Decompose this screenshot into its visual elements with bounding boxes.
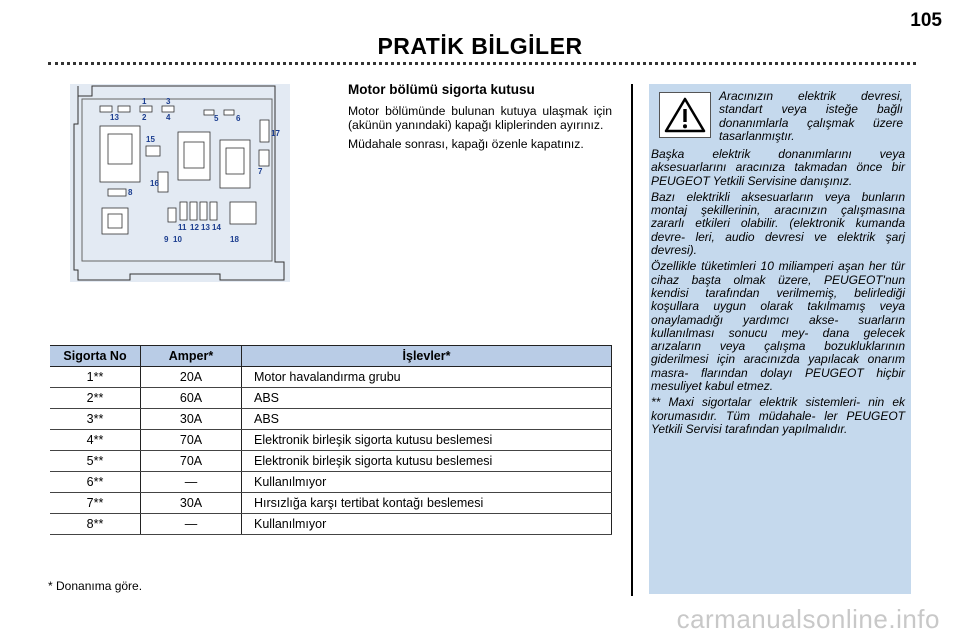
amper-cell: 60A [141,388,242,409]
warning-paragraph: Bazı elektrikli aksesuarların veya bunların montaj şekillerinin, aracınızın çalışmasına zararlı etkileri olabilir. (elektronik kumanda devre- leri, audio devresi ve elektrik şarj devresi). [651,189,905,258]
dotted-divider [48,62,916,65]
fuse-number-cell: 1** [50,367,141,388]
section-title: Motor bölümü sigorta kutusu [348,82,535,97]
fuse-label: 17 [271,129,280,138]
amper-cell: — [141,472,242,493]
column-header-functions: İşlevler* [242,346,612,367]
fuse-number-cell: 4** [50,430,141,451]
fuse-label: 15 [146,135,155,144]
fuse-number-cell: 5** [50,451,141,472]
amper-cell: 30A [141,493,242,514]
warning-panel [649,84,911,594]
fuse-table [50,345,612,535]
fuse-label: 5 [214,114,219,123]
fuse-number-cell: 2** [50,388,141,409]
fuse-label: 13 [201,223,210,232]
fuse-label: 14 [212,223,221,232]
fuse-number-cell: 3** [50,409,141,430]
section-paragraph: Motor bölümünde bulunan kutuya ulaşmak için (akünün yanındaki) kapağı kliplerinden ayırınız. [348,104,612,132]
warning-paragraph: ** Maxi sigortalar elektrik sistemleri- nin ek korumasıdır. Tüm müdahale- ler PEUGEOT Yetkili Servisi tarafından yapılmalıdır. [651,395,905,436]
function-cell: Elektronik birleşik sigorta kutusu beslemesi [242,451,612,472]
table-row [50,514,612,535]
table-row [50,451,612,472]
table-row [50,472,612,493]
fuse-label: 6 [236,114,241,123]
fuse-label: 16 [150,179,159,188]
fuse-label: 3 [166,97,171,106]
column-header-amper: Amper* [141,346,242,367]
amper-cell: 70A [141,430,242,451]
amper-cell: 20A [141,367,242,388]
function-cell: Elektronik birleşik sigorta kutusu beslemesi [242,430,612,451]
table-row [50,430,612,451]
amper-cell: — [141,514,242,535]
column-header-fuse-no: Sigorta No [50,346,141,367]
amper-cell: 70A [141,451,242,472]
fuse-box-drawing [70,84,290,282]
page-number: 105 [910,10,942,31]
fuse-box-diagram [70,84,290,282]
footnote: * Donanıma göre. [48,579,143,593]
warning-paragraph: Özellikle tüketimleri 10 miliamperi aşan her tür cihaz başta olmak üzere, PEUGEOT'nun kendisi tarafından verilmemiş, belirlediği koşullara uygun olarak takılmamış veya onaylamadığı yardımcı akse- suarların kullanılması sonucu mey- dana gelecek arızaların veya çalışma bozukluklarının giderilmesi için aracınızda yapılacak onarım masra- flarından dolayı PEUGEOT hiçbir mesuliyet kabul etmez. [651,259,905,394]
table-row [50,409,612,430]
section-body [348,104,612,156]
table-row [50,493,612,514]
fuse-number-cell: 6** [50,472,141,493]
fuse-label: 10 [173,235,182,244]
fuse-label: 4 [166,113,171,122]
fuse-label: 18 [230,235,239,244]
function-cell: Kullanılmıyor [242,514,612,535]
column-divider [631,84,633,596]
fuse-label: 8 [128,188,133,197]
section-paragraph: Müdahale sonrası, kapağı özenle kapatınız. [348,137,584,151]
warning-paragraph: Başka elektrik donanımlarını veya aksesuarlarını aracınıza takmadan önce bir PEUGEOT Yetkili Servisine danışınız. [651,147,905,188]
function-cell: Kullanılmıyor [242,472,612,493]
table-header-row [50,346,612,367]
warning-triangle-icon [659,92,711,138]
fuse-label: 13 [110,113,119,122]
warning-intro: Aracınızın elektrik devresi, standart veya isteğe bağlı donanımlarla çalışmak üzere tasarlanmıştır. [719,89,903,143]
function-cell: Hırsızlığa karşı tertibat kontağı beslemesi [242,493,612,514]
fuse-label: 9 [164,235,169,244]
page-title: PRATİK BİLGİLER [377,33,583,59]
fuse-label: 11 [178,223,187,232]
fuse-label: 7 [258,167,263,176]
function-cell: ABS [242,409,612,430]
function-cell: ABS [242,388,612,409]
table-row [50,367,612,388]
warning-body [651,148,905,439]
fuse-label: 2 [142,113,147,122]
amper-cell: 30A [141,409,242,430]
function-cell: Motor havalandırma grubu [242,367,612,388]
fuse-label: 1 [142,97,147,106]
fuse-label: 12 [190,223,199,232]
watermark: carmanualsonline.info [676,604,940,634]
fuse-number-cell: 8** [50,514,141,535]
table-row [50,388,612,409]
fuse-number-cell: 7** [50,493,141,514]
